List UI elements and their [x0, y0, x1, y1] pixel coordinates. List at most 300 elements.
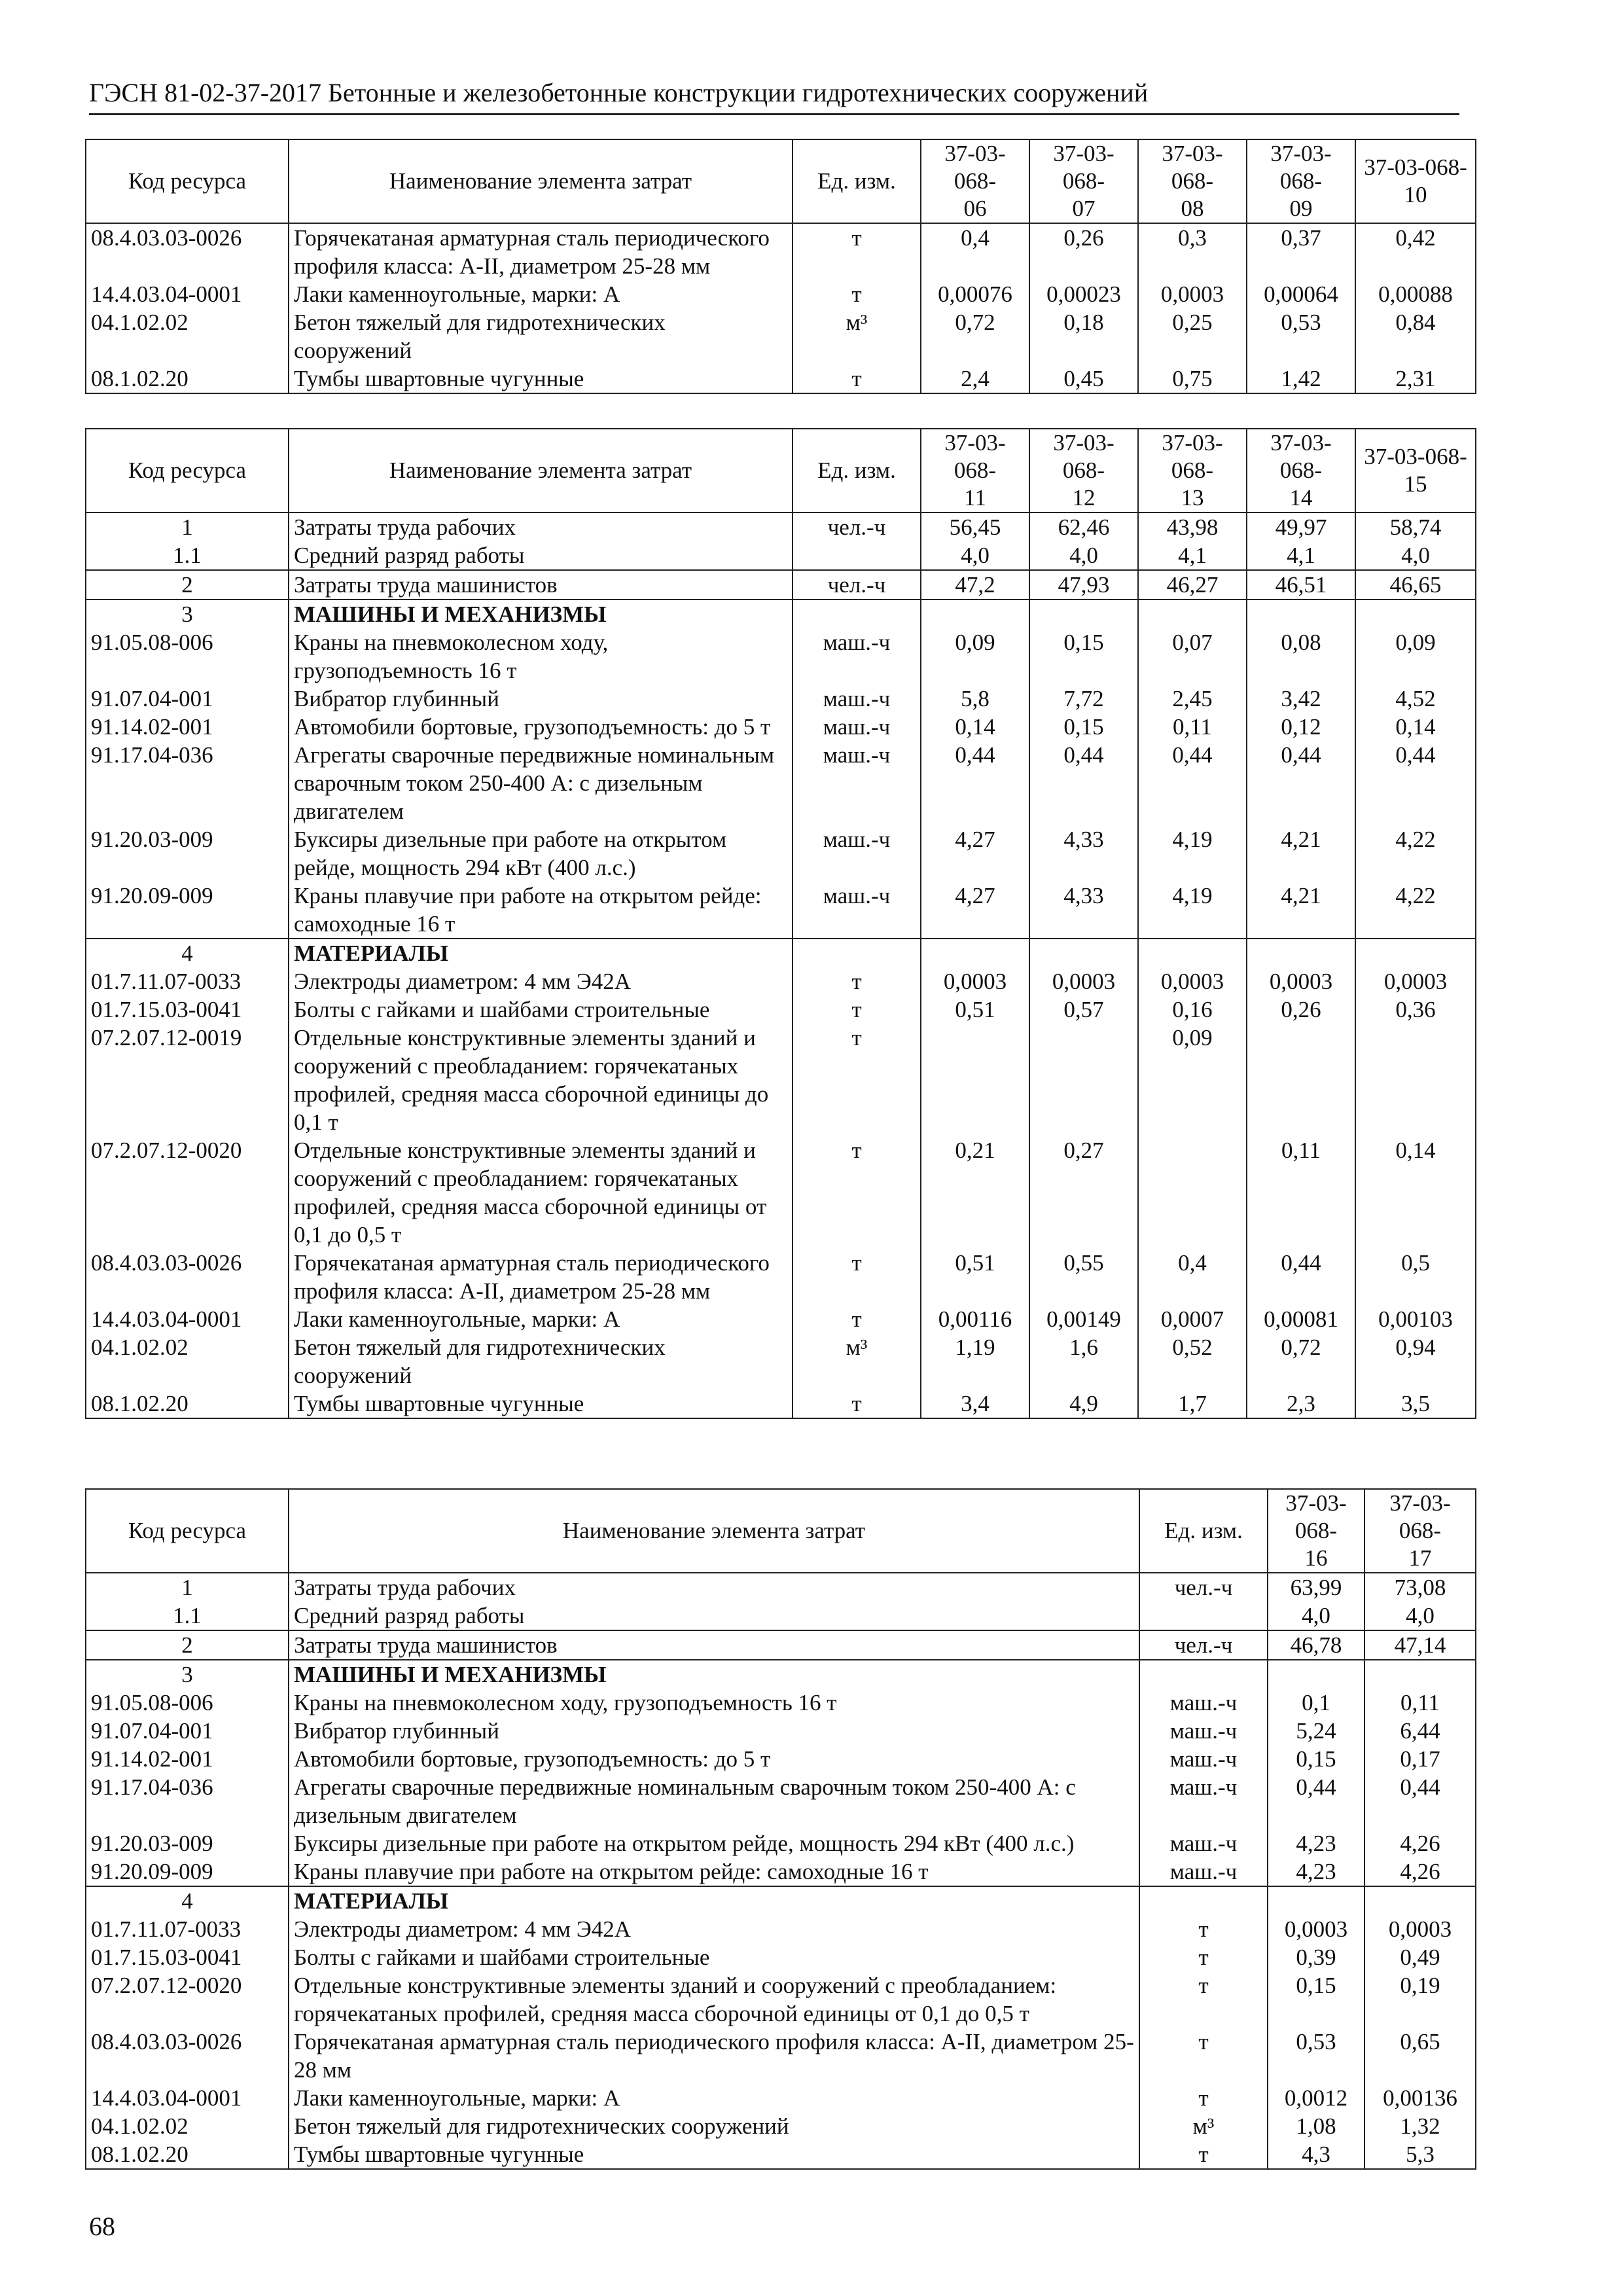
row-unit: маш.-ч: [793, 882, 921, 939]
row-value: 0,37: [1247, 223, 1355, 280]
table-row: [86, 685, 1476, 713]
table-row: [86, 280, 1476, 308]
row-name: Электроды диаметром: 4 мм Э42А: [289, 1915, 1139, 1943]
row-code: 1.1: [86, 1602, 289, 1630]
row-name: МАШИНЫ И МЕХАНИЗМЫ: [289, 1660, 1139, 1689]
row-value: 7,72: [1029, 685, 1138, 713]
resource-table-2: [85, 428, 1476, 1419]
row-value: 0,00076: [921, 280, 1029, 308]
row-code: 91.05.08-006: [86, 628, 289, 685]
row-unit: т: [793, 1390, 921, 1418]
row-value: 4,33: [1029, 825, 1138, 882]
row-value: 4,33: [1029, 882, 1138, 939]
row-code: 2: [86, 1630, 289, 1660]
row-code: 91.07.04-001: [86, 685, 289, 713]
row-value: 0,09: [921, 628, 1029, 685]
row-value: 62,46: [1029, 512, 1138, 541]
row-unit: маш.-ч: [793, 825, 921, 882]
row-value: 0,00088: [1355, 280, 1476, 308]
col-header-estimate: 37-03-068- 14: [1247, 429, 1355, 512]
row-value: 0,0003: [921, 967, 1029, 996]
table-row: [86, 1971, 1476, 2028]
row-code: 04.1.02.02: [86, 308, 289, 365]
table-row: [86, 1249, 1476, 1305]
row-value: 4,3: [1268, 2140, 1364, 2169]
table-row: [86, 1915, 1476, 1943]
row-unit: маш.-ч: [793, 685, 921, 713]
row-code: 08.4.03.03-0026: [86, 1249, 289, 1305]
row-value: 0,49: [1364, 1943, 1476, 1971]
row-value: 4,23: [1268, 1829, 1364, 1857]
row-unit: т: [1139, 2140, 1268, 2169]
row-code: 01.7.15.03-0041: [86, 996, 289, 1024]
row-name: МАТЕРИАЛЫ: [289, 1886, 1139, 1915]
row-value: 1,19: [921, 1333, 1029, 1390]
row-value: 58,74: [1355, 512, 1476, 541]
col-header-name: Наименование элемента затрат: [289, 1489, 1139, 1573]
row-value: 0,15: [1029, 628, 1138, 685]
row-value: 4,0: [921, 541, 1029, 570]
row-value: 0,55: [1029, 1249, 1138, 1305]
row-value: 46,27: [1138, 570, 1247, 600]
row-name: Тумбы швартовные чугунные: [289, 365, 793, 393]
row-code: 91.20.03-009: [86, 1829, 289, 1857]
table-row: [86, 967, 1476, 996]
row-value: [1247, 939, 1355, 967]
table-row: [86, 882, 1476, 939]
row-name: Затраты труда рабочих: [289, 512, 793, 541]
row-value: 4,19: [1138, 825, 1247, 882]
row-unit: маш.-ч: [1139, 1857, 1268, 1886]
resource-table-3: [85, 1488, 1476, 2170]
row-value: 4,0: [1355, 541, 1476, 570]
row-value: 0,44: [1138, 741, 1247, 825]
row-value: 0,4: [1138, 1249, 1247, 1305]
row-name: Автомобили бортовые, грузоподъемность: до 5 т: [289, 713, 793, 741]
row-value: 0,07: [1138, 628, 1247, 685]
row-code: 14.4.03.04-0001: [86, 280, 289, 308]
row-value: [1029, 939, 1138, 967]
row-unit: т: [793, 967, 921, 996]
row-code: 04.1.02.02: [86, 1333, 289, 1390]
row-value: 0,11: [1247, 1136, 1355, 1249]
row-unit: [793, 939, 921, 967]
row-code: 1.1: [86, 541, 289, 570]
row-value: 4,27: [921, 882, 1029, 939]
row-unit: т: [793, 1136, 921, 1249]
col-header-estimate: 37-03-068- 10: [1355, 139, 1476, 223]
table-row: [86, 600, 1476, 628]
row-value: 1,6: [1029, 1333, 1138, 1390]
row-value: [1138, 600, 1247, 628]
row-unit: т: [793, 365, 921, 393]
row-code: 14.4.03.04-0001: [86, 1305, 289, 1333]
row-value: 0,53: [1268, 2028, 1364, 2084]
row-name: Лаки каменноугольные, марки: А: [289, 1305, 793, 1333]
row-value: 0,26: [1247, 996, 1355, 1024]
row-code: 2: [86, 570, 289, 600]
row-name: Средний разряд работы: [289, 541, 793, 570]
header-row: [86, 429, 1476, 512]
row-unit: маш.-ч: [1139, 1689, 1268, 1717]
row-value: 0,44: [1247, 741, 1355, 825]
row-code: 4: [86, 939, 289, 967]
row-unit: т: [793, 1249, 921, 1305]
row-unit: маш.-ч: [1139, 1773, 1268, 1829]
row-value: 0,5: [1355, 1249, 1476, 1305]
table-row: [86, 2028, 1476, 2084]
table-row: [86, 1689, 1476, 1717]
table-row: [86, 1829, 1476, 1857]
row-value: 4,1: [1247, 541, 1355, 570]
row-name: Вибратор глубинный: [289, 685, 793, 713]
row-code: 07.2.07.12-0019: [86, 1024, 289, 1136]
row-value: 0,36: [1355, 996, 1476, 1024]
row-name: МАШИНЫ И МЕХАНИЗМЫ: [289, 600, 793, 628]
row-value: 0,14: [1355, 713, 1476, 741]
row-code: 3: [86, 600, 289, 628]
row-value: 5,3: [1364, 2140, 1476, 2169]
row-value: 0,1: [1268, 1689, 1364, 1717]
row-value: 1,32: [1364, 2112, 1476, 2140]
row-name: Отдельные конструктивные элементы зданий и сооружений с преобладанием: горячекатаных профилей, средняя масса сборочной единицы до 0,1 т: [289, 1024, 793, 1136]
row-unit: м³: [793, 1333, 921, 1390]
row-value: 63,99: [1268, 1573, 1364, 1602]
table-row: [86, 1886, 1476, 1915]
row-value: 1,42: [1247, 365, 1355, 393]
row-value: [1138, 1136, 1247, 1249]
row-value: 0,42: [1355, 223, 1476, 280]
row-value: 5,24: [1268, 1717, 1364, 1745]
row-unit: м³: [793, 308, 921, 365]
row-value: 0,53: [1247, 308, 1355, 365]
row-code: 07.2.07.12-0020: [86, 1136, 289, 1249]
row-name: Горячекатаная арматурная сталь периодического профиля класса: А-II, диаметром 25-28 мм: [289, 1249, 793, 1305]
row-value: [1138, 939, 1247, 967]
row-code: 91.14.02-001: [86, 713, 289, 741]
table-row: [86, 1717, 1476, 1745]
row-name: Болты с гайками и шайбами строительные: [289, 996, 793, 1024]
row-value: 0,52: [1138, 1333, 1247, 1390]
col-header-estimate: 37-03-068- 17: [1364, 1489, 1476, 1573]
row-value: 0,15: [1268, 1745, 1364, 1773]
row-name: Бетон тяжелый для гидротехнических сооружений: [289, 1333, 793, 1390]
row-name: Буксиры дизельные при работе на открытом рейде, мощность 294 кВт (400 л.с.): [289, 1829, 1139, 1857]
row-unit: маш.-ч: [793, 713, 921, 741]
row-value: 0,44: [1247, 1249, 1355, 1305]
row-code: 08.1.02.20: [86, 365, 289, 393]
row-value: 0,75: [1138, 365, 1247, 393]
table-row: [86, 741, 1476, 825]
row-value: 0,0003: [1029, 967, 1138, 996]
col-header-estimate: 37-03-068- 15: [1355, 429, 1476, 512]
row-value: 3,5: [1355, 1390, 1476, 1418]
row-value: [1268, 1886, 1364, 1915]
row-name: Краны на пневмоколесном ходу, грузоподъемность 16 т: [289, 628, 793, 685]
row-value: 4,26: [1364, 1857, 1476, 1886]
row-code: 08.1.02.20: [86, 1390, 289, 1418]
row-code: 08.1.02.20: [86, 2140, 289, 2169]
row-value: 0,94: [1355, 1333, 1476, 1390]
row-value: [1268, 1660, 1364, 1689]
row-name: Лаки каменноугольные, марки: А: [289, 2084, 1139, 2112]
row-value: 0,27: [1029, 1136, 1138, 1249]
row-code: 91.17.04-036: [86, 741, 289, 825]
row-unit: маш.-ч: [1139, 1829, 1268, 1857]
row-name: МАТЕРИАЛЫ: [289, 939, 793, 967]
col-header-estimate: 37-03-068- 08: [1138, 139, 1247, 223]
row-value: 4,21: [1247, 882, 1355, 939]
row-code: 91.20.09-009: [86, 882, 289, 939]
row-value: 4,23: [1268, 1857, 1364, 1886]
row-value: 0,65: [1364, 2028, 1476, 2084]
row-value: 0,44: [1364, 1773, 1476, 1829]
table-row: [86, 713, 1476, 741]
row-unit: т: [1139, 2028, 1268, 2084]
row-name: Буксиры дизельные при работе на открытом рейде, мощность 294 кВт (400 л.с.): [289, 825, 793, 882]
header-row: [86, 139, 1476, 223]
row-value: 0,00023: [1029, 280, 1138, 308]
row-value: [921, 1024, 1029, 1136]
row-value: 0,0003: [1247, 967, 1355, 996]
row-name: Горячекатаная арматурная сталь периодического профиля класса: А-II, диаметром 25-28 мм: [289, 2028, 1139, 2084]
row-code: 01.7.11.07-0033: [86, 967, 289, 996]
row-unit: маш.-ч: [793, 628, 921, 685]
table-row: [86, 1333, 1476, 1390]
row-value: 0,11: [1364, 1689, 1476, 1717]
row-value: 47,93: [1029, 570, 1138, 600]
row-value: 0,19: [1364, 1971, 1476, 2028]
col-header-code: Код ресурса: [86, 139, 289, 223]
row-name: Лаки каменноугольные, марки: А: [289, 280, 793, 308]
row-name: Болты с гайками и шайбами строительные: [289, 1943, 1139, 1971]
table-row: [86, 1573, 1476, 1602]
row-value: 46,65: [1355, 570, 1476, 600]
row-unit: чел.-ч: [1139, 1630, 1268, 1660]
row-value: 0,09: [1355, 628, 1476, 685]
row-value: 1,08: [1268, 2112, 1364, 2140]
row-value: [1029, 600, 1138, 628]
row-value: 0,15: [1029, 713, 1138, 741]
row-value: 0,51: [921, 1249, 1029, 1305]
row-unit: чел.-ч: [793, 570, 921, 600]
table-row: [86, 1305, 1476, 1333]
row-value: 4,22: [1355, 882, 1476, 939]
table-row: [86, 1773, 1476, 1829]
row-name: Бетон тяжелый для гидротехнических сооружений: [289, 2112, 1139, 2140]
row-unit: маш.-ч: [1139, 1745, 1268, 1773]
row-value: 0,0003: [1355, 967, 1476, 996]
row-name: Агрегаты сварочные передвижные номинальным сварочным током 250-400 А: с дизельным двигателем: [289, 741, 793, 825]
col-header-name: Наименование элемента затрат: [289, 429, 793, 512]
row-code: 14.4.03.04-0001: [86, 2084, 289, 2112]
row-value: 73,08: [1364, 1573, 1476, 1602]
row-unit: маш.-ч: [1139, 1717, 1268, 1745]
row-value: 0,15: [1268, 1971, 1364, 2028]
row-code: 08.4.03.03-0026: [86, 223, 289, 280]
row-name: Краны на пневмоколесном ходу, грузоподъемность 16 т: [289, 1689, 1139, 1717]
row-value: 0,44: [1268, 1773, 1364, 1829]
row-name: Тумбы швартовные чугунные: [289, 2140, 1139, 2169]
row-name: Средний разряд работы: [289, 1602, 1139, 1630]
col-header-estimate: 37-03-068- 13: [1138, 429, 1247, 512]
row-unit: [793, 541, 921, 570]
row-value: 4,26: [1364, 1829, 1476, 1857]
row-value: 0,0007: [1138, 1305, 1247, 1333]
row-code: 07.2.07.12-0020: [86, 1971, 289, 2028]
row-code: 91.20.09-009: [86, 1857, 289, 1886]
row-value: 3,42: [1247, 685, 1355, 713]
row-value: 0,11: [1138, 713, 1247, 741]
row-value: 0,17: [1364, 1745, 1476, 1773]
row-value: 0,39: [1268, 1943, 1364, 1971]
table-row: [86, 1390, 1476, 1418]
row-value: 49,97: [1247, 512, 1355, 541]
row-unit: чел.-ч: [793, 512, 921, 541]
row-value: 0,0012: [1268, 2084, 1364, 2112]
row-value: 0,00103: [1355, 1305, 1476, 1333]
row-unit: т: [793, 223, 921, 280]
row-value: 46,51: [1247, 570, 1355, 600]
row-code: 1: [86, 512, 289, 541]
row-name: Краны плавучие при работе на открытом рейде: самоходные 16 т: [289, 882, 793, 939]
col-header-estimate: 37-03-068- 16: [1268, 1489, 1364, 1573]
col-header-name: Наименование элемента затрат: [289, 139, 793, 223]
row-value: 2,3: [1247, 1390, 1355, 1418]
col-header-estimate: 37-03-068- 09: [1247, 139, 1355, 223]
col-header-estimate: 37-03-068- 12: [1029, 429, 1138, 512]
table-row: [86, 1630, 1476, 1660]
row-unit: чел.-ч: [1139, 1573, 1268, 1602]
row-value: 0,44: [921, 741, 1029, 825]
row-value: 4,1: [1138, 541, 1247, 570]
row-name: Электроды диаметром: 4 мм Э42А: [289, 967, 793, 996]
row-value: 56,45: [921, 512, 1029, 541]
row-value: [1355, 1024, 1476, 1136]
row-name: Автомобили бортовые, грузоподъемность: до 5 т: [289, 1745, 1139, 1773]
row-value: 0,00149: [1029, 1305, 1138, 1333]
row-value: 0,09: [1138, 1024, 1247, 1136]
header-row: [86, 1489, 1476, 1573]
row-value: [1364, 1660, 1476, 1689]
row-value: 2,45: [1138, 685, 1247, 713]
row-value: 0,45: [1029, 365, 1138, 393]
row-code: 3: [86, 1660, 289, 1689]
row-value: [1355, 939, 1476, 967]
row-value: 6,44: [1364, 1717, 1476, 1745]
row-unit: [1139, 1886, 1268, 1915]
table-row: [86, 939, 1476, 967]
row-name: Затраты труда рабочих: [289, 1573, 1139, 1602]
row-value: 0,08: [1247, 628, 1355, 685]
row-value: [1029, 1024, 1138, 1136]
row-value: 47,2: [921, 570, 1029, 600]
row-unit: м³: [1139, 2112, 1268, 2140]
row-name: Затраты труда машинистов: [289, 570, 793, 600]
row-name: Тумбы швартовные чугунные: [289, 1390, 793, 1418]
row-value: 0,00136: [1364, 2084, 1476, 2112]
row-unit: т: [1139, 1971, 1268, 2028]
row-code: 01.7.11.07-0033: [86, 1915, 289, 1943]
row-code: 91.07.04-001: [86, 1717, 289, 1745]
row-name: Вибратор глубинный: [289, 1717, 1139, 1745]
col-header-estimate: 37-03-068- 07: [1029, 139, 1138, 223]
row-unit: т: [1139, 1915, 1268, 1943]
row-code: 4: [86, 1886, 289, 1915]
row-value: 0,0003: [1138, 280, 1247, 308]
row-unit: маш.-ч: [793, 741, 921, 825]
table-row: [86, 512, 1476, 541]
table-row: [86, 2112, 1476, 2140]
row-name: Бетон тяжелый для гидротехнических сооружений: [289, 308, 793, 365]
row-name: Агрегаты сварочные передвижные номинальным сварочным током 250-400 А: с дизельным двигателем: [289, 1773, 1139, 1829]
table-row: [86, 1943, 1476, 1971]
row-unit: т: [1139, 2084, 1268, 2112]
row-unit: т: [793, 280, 921, 308]
row-value: 0,14: [921, 713, 1029, 741]
row-value: 0,44: [1355, 741, 1476, 825]
row-value: 4,19: [1138, 882, 1247, 939]
row-value: [1247, 1024, 1355, 1136]
row-value: 47,14: [1364, 1630, 1476, 1660]
row-value: 0,25: [1138, 308, 1247, 365]
row-value: 0,0003: [1138, 967, 1247, 996]
row-value: 0,0003: [1268, 1915, 1364, 1943]
row-value: 0,51: [921, 996, 1029, 1024]
col-header-unit: Ед. изм.: [1139, 1489, 1268, 1573]
row-value: [921, 600, 1029, 628]
row-unit: т: [1139, 1943, 1268, 1971]
row-value: 4,52: [1355, 685, 1476, 713]
row-value: 0,00081: [1247, 1305, 1355, 1333]
col-header-code: Код ресурса: [86, 1489, 289, 1573]
col-header-unit: Ед. изм.: [793, 429, 921, 512]
row-unit: т: [793, 1024, 921, 1136]
table-row: [86, 996, 1476, 1024]
row-value: 0,3: [1138, 223, 1247, 280]
row-unit: [1139, 1602, 1268, 1630]
row-value: 3,4: [921, 1390, 1029, 1418]
table-row: [86, 365, 1476, 393]
table-row: [86, 1857, 1476, 1886]
row-value: 0,00064: [1247, 280, 1355, 308]
row-code: 08.4.03.03-0026: [86, 2028, 289, 2084]
row-value: [1247, 600, 1355, 628]
table-row: [86, 1602, 1476, 1630]
row-value: 0,57: [1029, 996, 1138, 1024]
col-header-code: Код ресурса: [86, 429, 289, 512]
row-value: 4,27: [921, 825, 1029, 882]
row-value: 1,7: [1138, 1390, 1247, 1418]
row-value: 0,14: [1355, 1136, 1476, 1249]
row-code: 91.05.08-006: [86, 1689, 289, 1717]
row-unit: [793, 600, 921, 628]
row-value: 4,0: [1364, 1602, 1476, 1630]
row-value: 0,21: [921, 1136, 1029, 1249]
table-row: [86, 2140, 1476, 2169]
col-header-estimate: 37-03-068- 06: [921, 139, 1029, 223]
row-value: 2,4: [921, 365, 1029, 393]
row-unit: т: [793, 996, 921, 1024]
row-value: 4,9: [1029, 1390, 1138, 1418]
row-code: 91.14.02-001: [86, 1745, 289, 1773]
row-code: 04.1.02.02: [86, 2112, 289, 2140]
row-value: 46,78: [1268, 1630, 1364, 1660]
col-header-unit: Ед. изм.: [793, 139, 921, 223]
row-value: [1355, 600, 1476, 628]
row-value: 43,98: [1138, 512, 1247, 541]
table-row: [86, 1660, 1476, 1689]
